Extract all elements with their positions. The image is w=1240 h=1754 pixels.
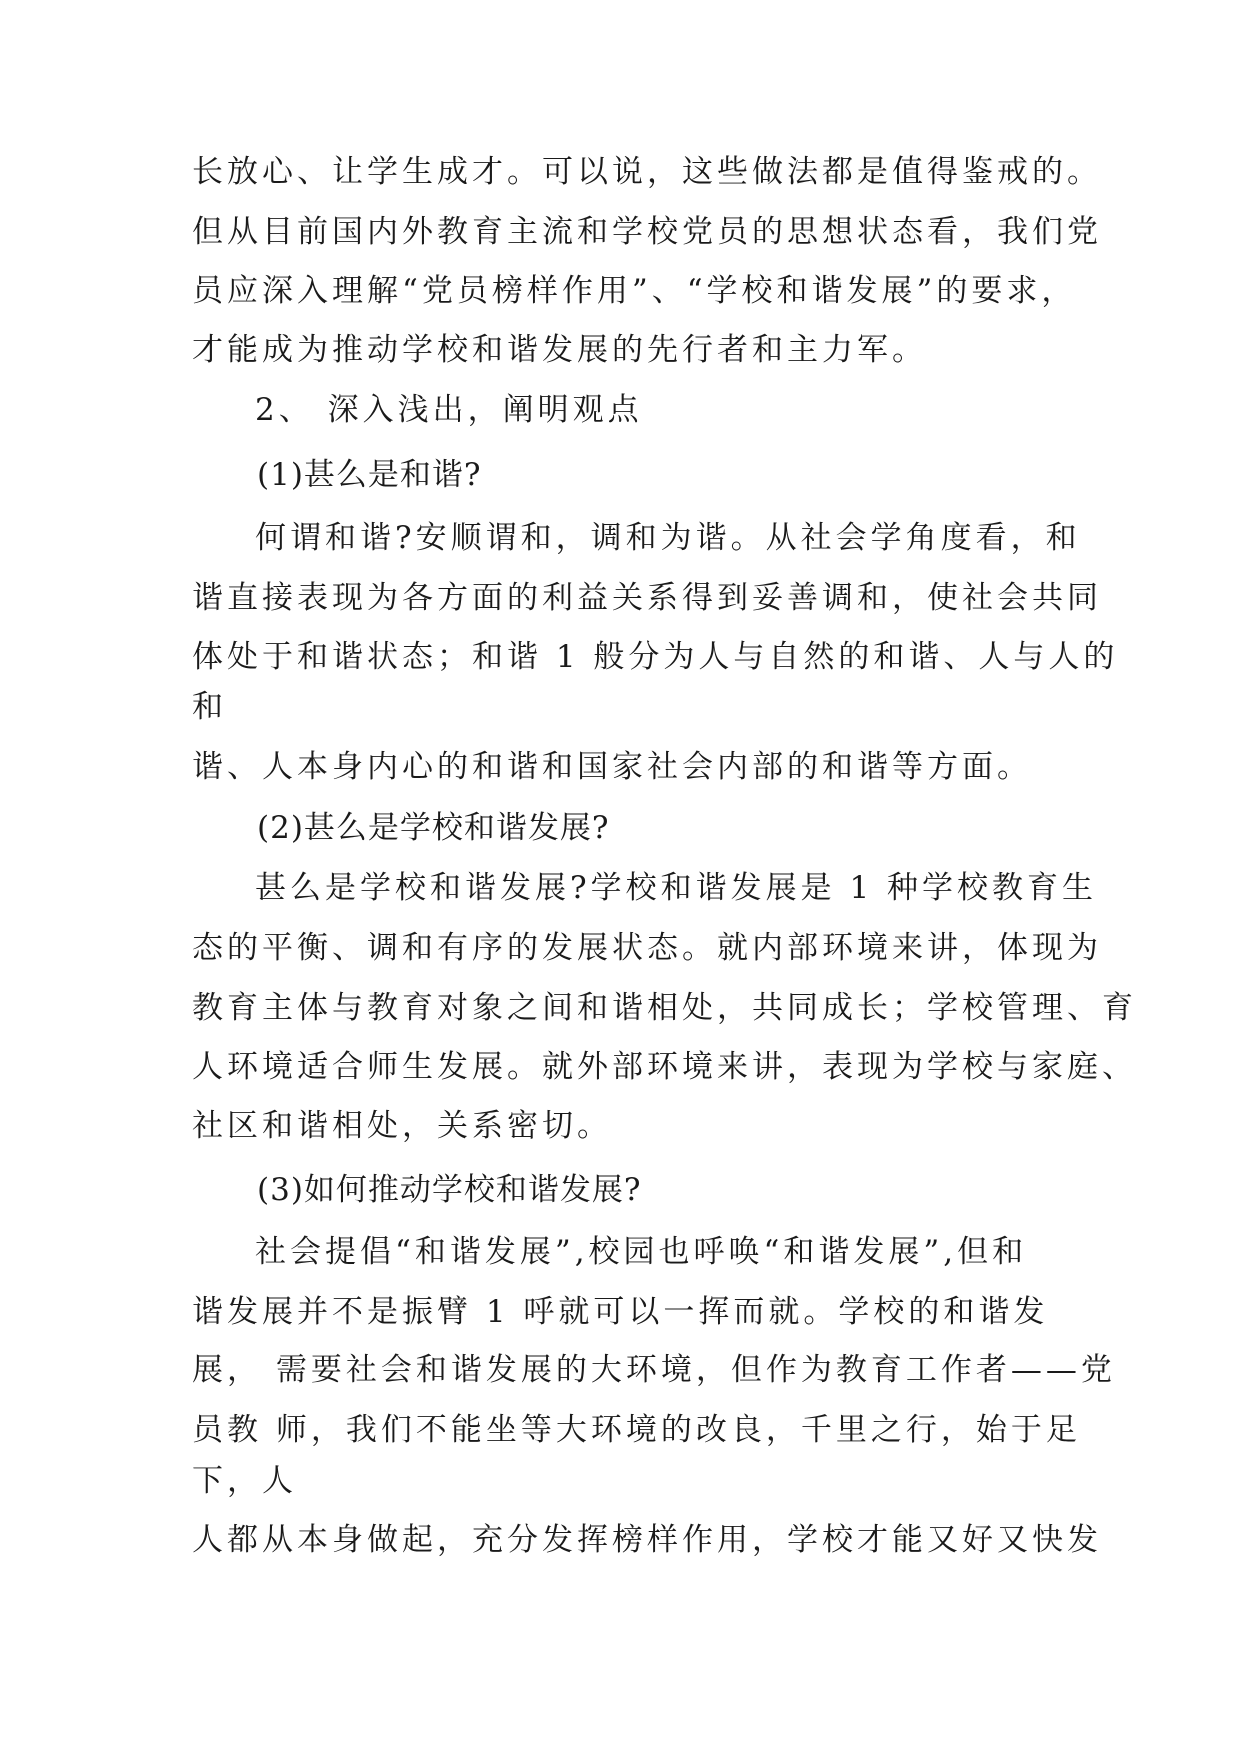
body-text-line: 下，人 [192,1463,297,1499]
subsection-heading: (3)如何推动学校和谐发展? [257,1172,642,1208]
paragraph-first-line: 何谓和谐?安顺谓和，调和为谐。从社会学角度看，和 [255,520,1081,556]
body-text-line: 和 [192,689,227,725]
body-text-line: 教育主体与教育对象之间和谐相处，共同成长；学校管理、育 [192,990,1137,1026]
body-text-line: 人都从本身做起，充分发挥榜样作用，学校才能又好又快发 [192,1522,1102,1558]
body-text-line: 但从目前国内外教育主流和学校党员的思想状态看，我们党 [192,214,1102,250]
subsection-heading: (2)甚么是学校和谐发展? [257,810,610,846]
body-text-line: 谐、人本身内心的和谐和国家社会内部的和谐等方面。 [192,749,1032,785]
body-text-line: 体处于和谐状态；和谐 1 般分为人与自然的和谐、人与人的 [192,639,1119,675]
body-text-line: 谐发展并不是振臂 1 呼就可以一挥而就。学校的和谐发 [192,1294,1049,1330]
section-heading: 2、 深入浅出，阐明观点 [255,392,643,428]
body-text-line: 人环境适合师生发展。就外部环境来讲，表现为学校与家庭、 [192,1049,1137,1085]
body-text-line: 员应深入理解“党员榜样作用”、“学校和谐发展”的要求， [192,273,1077,309]
body-text-line: 展， 需要社会和谐发展的大环境，但作为教育工作者——党 [192,1352,1116,1388]
body-text-line: 员教 师，我们不能坐等大环境的改良，千里之行，始于足 [192,1412,1081,1448]
body-text-line: 态的平衡、调和有序的发展状态。就内部环境来讲，体现为 [192,930,1102,966]
paragraph-first-line: 甚么是学校和谐发展?学校和谐发展是 1 种学校教育生 [255,870,1098,906]
body-text-line: 才能成为推动学校和谐发展的先行者和主力军。 [192,332,927,368]
subsection-heading: (1)甚么是和谐? [257,457,482,493]
body-text-line: 谐直接表现为各方面的利益关系得到妥善调和，使社会共同 [192,580,1102,616]
body-text-line: 社区和谐相处，关系密切。 [192,1108,612,1144]
paragraph-first-line: 社会提倡“和谐发展”,校园也呼唤“和谐发展”,但和 [255,1234,1028,1270]
body-text-line: 长放心、让学生成才。可以说，这些做法都是值得鉴戒的。 [192,154,1102,190]
